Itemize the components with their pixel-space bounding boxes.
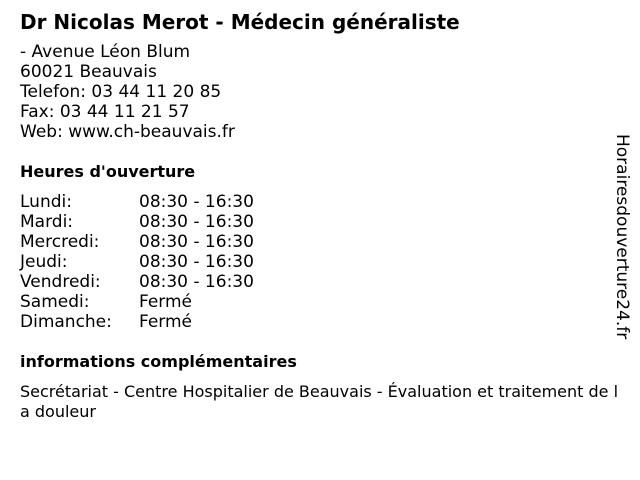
hours-day: Dimanche: — [20, 312, 112, 332]
opening-hours-table — [20, 192, 610, 332]
hours-time: 08:30 - 16:30 — [139, 272, 254, 292]
site-watermark-text: Horairesdouverture24.fr — [612, 134, 632, 340]
hours-row — [20, 192, 610, 212]
hours-time: 08:30 - 16:30 — [139, 232, 254, 252]
address-block — [20, 42, 610, 142]
hours-row — [20, 312, 610, 332]
hours-time: 08:30 - 16:30 — [139, 252, 254, 272]
hours-day: Samedi: — [20, 292, 90, 312]
hours-time: 08:30 - 16:30 — [139, 192, 254, 212]
hours-day: Lundi: — [20, 192, 72, 212]
hours-row — [20, 252, 610, 272]
fax-number: Fax: 03 44 11 21 57 — [20, 102, 190, 122]
listing-card — [20, 10, 619, 422]
hours-time: Fermé — [139, 292, 193, 312]
site-watermark — [612, 134, 632, 344]
street-address: - Avenue Léon Blum — [20, 42, 191, 62]
hours-time: 08:30 - 16:30 — [139, 212, 254, 232]
hours-row — [20, 232, 610, 252]
hours-row — [20, 212, 610, 232]
postal-city: 60021 Beauvais — [20, 62, 157, 82]
hours-row — [20, 292, 610, 312]
website: Web: www.ch-beauvais.fr — [20, 122, 235, 142]
additional-info-text: Secrétariat - Centre Hospitalier de Beauvais - Évaluation et traitement de la douleur — [20, 382, 619, 421]
hours-day: Vendredi: — [20, 272, 101, 292]
opening-hours-heading: Heures d'ouverture — [20, 162, 196, 181]
hours-day: Mardi: — [20, 212, 74, 232]
hours-day: Jeudi: — [20, 252, 68, 272]
page-title: Dr Nicolas Merot - Médecin généraliste — [20, 10, 460, 34]
additional-info-heading: informations complémentaires — [20, 352, 297, 371]
phone-number: Telefon: 03 44 11 20 85 — [20, 82, 222, 102]
hours-row — [20, 272, 610, 292]
hours-day: Mercredi: — [20, 232, 100, 252]
hours-time: Fermé — [139, 312, 193, 332]
